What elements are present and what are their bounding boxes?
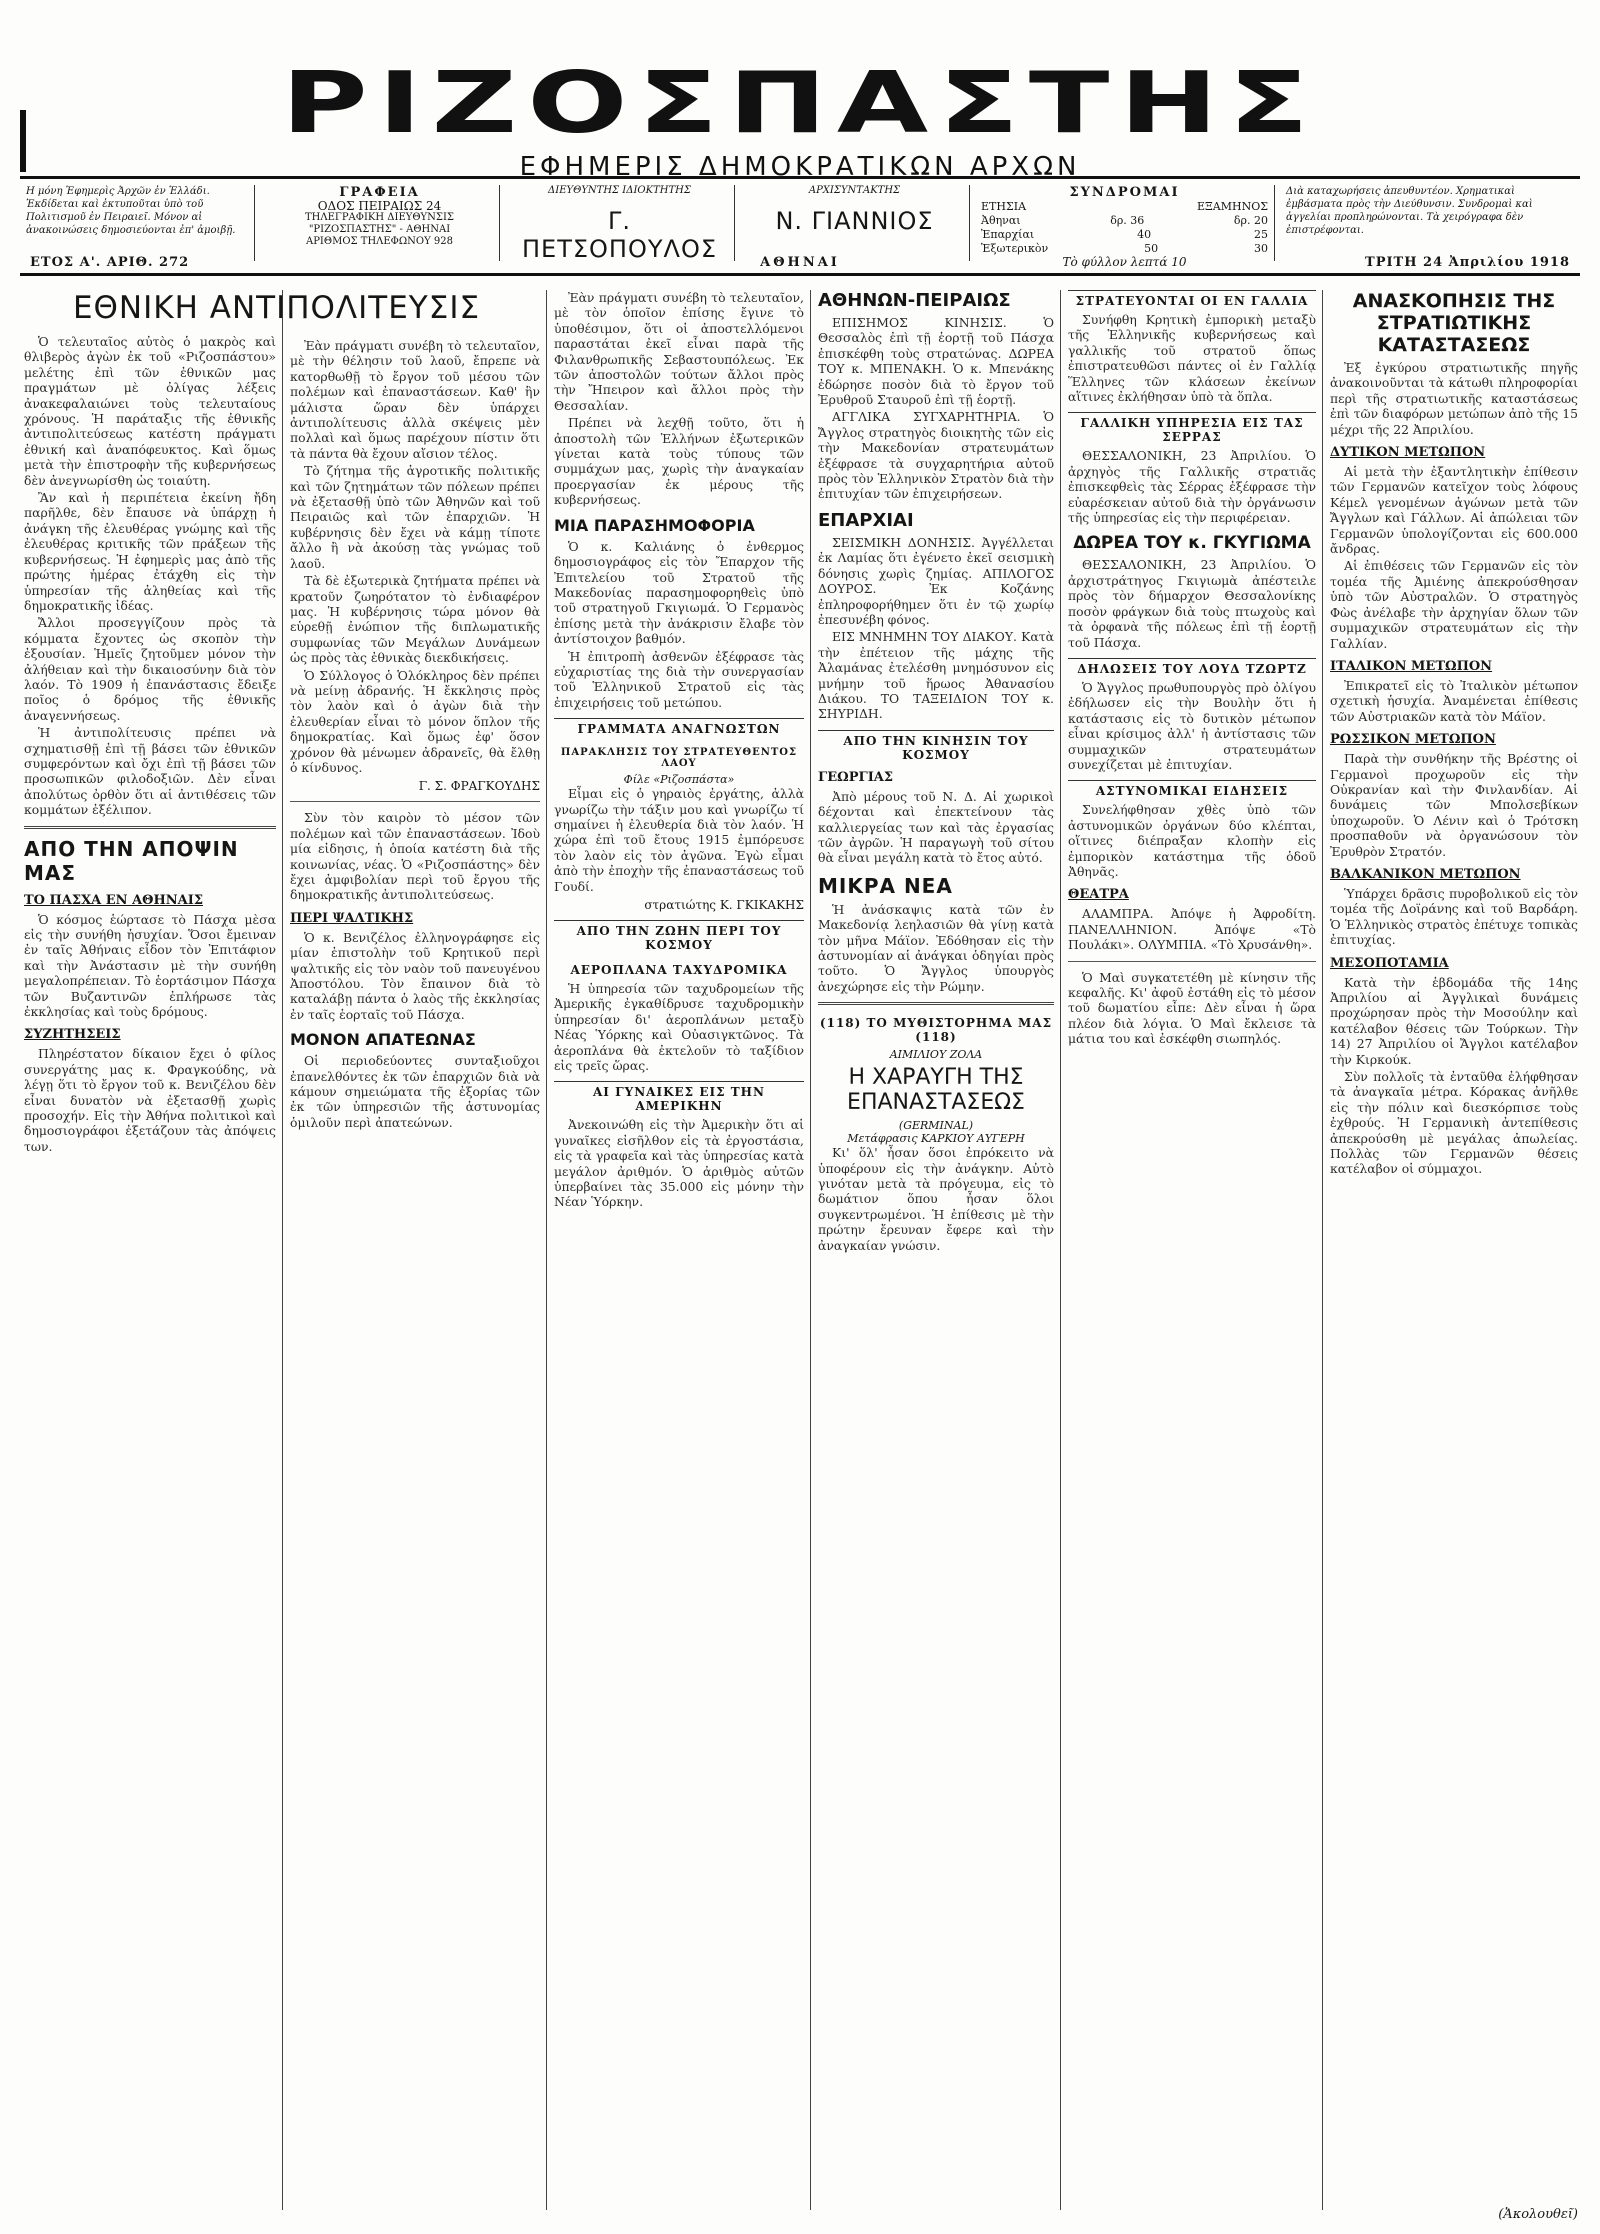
column-2: [290, 338, 540, 2215]
subs-row: Ἐπαρχίαι 40 25: [981, 228, 1268, 241]
band-right-note: Διὰ καταχωρήσεις ἀπευθυντέον. Χρηματικαὶ ἐμβάσματα πρὸς τὴν Διεύθυνσιν. Συνδρομαὶ καὶ ἀγγελίαι προπληρώνονται. Τὰ χειρόγραφα δὲν ἐπιστρέφονται.: [1286, 186, 1533, 236]
article-body: Ὁ κόσμος ἑώρτασε τὸ Πάσχα μὲσα εἰς τὴν συνήθη ἡσυχίαν. Ὅσοι ἔμειναν ἐν ταῖς Ἀθήναις εἶδον τὸν Ἐπιτάφιον καὶ τὴν Ἀνάστασιν μὲ τὴν συνήθη μεγαλοπρέπειαν. Τὸ ἑορτάσιμον Πάσχα τῶν Βυζαντινῶν ἐπλήρωσε τὰς ἐκκλησίας καὶ τοὺς δρόμους.: [24, 911, 276, 1020]
column-6: [1330, 290, 1578, 2215]
section-heading: ΔΗΛΩΣΕΙΣ ΤΟΥ ΛΟΥΔ ΤΖΩΡΤΖ: [1068, 658, 1316, 676]
article-body: Συνελήφθησαν χθὲς ὑπὸ τῶν ἀστυνομικῶν ὀργάνων δύο κλέπται, οἵτινες διέπραξαν κλοπὴν εἰς ἐμπορικὸν κατάστημα τῆς ὁδοῦ Ἀθηνᾶς.: [1068, 802, 1316, 879]
article-body: ΘΕΣΣΑΛΟΝΙΚΗ, 23 Ἀπριλίου. Ὁ ἀρχηγὸς τῆς Γαλλικῆς στρατιᾶς ἐπισκεφθεὶς τὰς Σέρρας ἐξέφρασε τὴν εὐαρέσκειαν αὐτοῦ διὰ τὴν ὀργάνωσιν τῆς ὑπηρεσίας εἰς τὴν περιφέρειαν.: [1068, 448, 1316, 526]
article-body: Ἐὰν πράγματι συνέβη τὸ τελευταῖον, μὲ τὴν θέλησιν τοῦ λαοῦ, ἔπρεπε νὰ κατορθωθῇ τὸ ἔργον τοῦ μέσου τῶν πολέμων καὶ ἐπαναστάσεων. Καθ' ἣν μάλιστα ὥραν δὲν ὑπάρχει ἀντιπολίτευσις ἀλλὰ σκέψεις μὲν πολλαὶ καὶ ὅμως παρέχουν πίστιν ὅτι τὰ πάντα θὰ ἔχουν αἴσιον τέλος. Τὸ ζήτημα τῆς ἀγροτικῆς πολιτικῆς καὶ τῶν ζητημάτων τῶν πόλεων πρέπει νὰ ἐξετασθῇ ὑπὸ τῶν Ἀθηνῶν καὶ τοῦ Πειραιῶς καὶ τῶν ἐπαρχιῶν. Ἡ κυβέρνησις δὲν ἔχει νὰ κάμῃ τίποτε ἄλλο ἢ νὰ ἀκούσῃ τὰς γνώμας τοῦ λαοῦ. Τὰ δὲ ἐξωτερικὰ ζητήματα πρέπει νὰ κρατοῦν ζωηρότατον τὸ ἐνδιαφέρον μας. Ἡ κυβέρνησις τώρα μόνον θὰ εὑρεθῇ ἐνώπιον τῆς διπλωματικῆς συμφωνίας τῶν Μεγάλων Δυνάμεων ὡς πρὸς τὰς ἐθνικὰς διεκδικήσεις. Ὁ Σύλλογος ὁ Ὁλόκληρος δὲν πρέπει νὰ μείνῃ ἀδρανής. Ἡ ἔκκλησις πρὸς τὸν λαὸν καὶ ὁ ἀγὼν διὰ τὴν ἐλευθερίαν εἶναι τὸ μόνον ὅπλον τῆς δημοκρατίας. Καὶ ὅμως ἐφ' ὅσον χρόνον θὰ μένωμεν ἀδρανεῖς, θὰ ἔλθῃ ὁ κίνδυνος.: [290, 338, 540, 775]
article-body: Σὺν τὸν καιρὸν τὸ μέσον τῶν πολέμων καὶ τῶν ἐπαναστάσεων. Ἰδοὺ μία εἰδησις, ἡ ὁποία κατέστη διὰ τῆς κοινωνίας, νέας. Ὁ «Ριζοσπάστης» δὲν ἔχει ἀμφιβολίαν περὶ τοῦ ἔργου τῆς δημοκρατικῆς ἀντιπολιτεύσεως.: [290, 810, 540, 903]
serial-translator: Μετάφρασις ΚΑΡΚΙΟΥ ΑΥΓΕΡΗ: [847, 1132, 1025, 1146]
sub-heading: ΒΑΛΚΑΝΙΚΟΝ ΜΕΤΩΠΟΝ: [1330, 866, 1521, 882]
sub-heading: ΤΟ ΠΑΣΧΑ ΕΝ ΑΘΗΝΑΙΣ: [24, 892, 204, 908]
subs-row: Ἀθηναι δρ. 36 δρ. 20: [981, 214, 1268, 227]
section-heading: ΜΙΚΡΑ ΝΕΑ: [818, 873, 953, 898]
article-body: Ὁ κ. Καλιάνης ὁ ἐνθερμος δημοσιογράφος εἰς τὸν Ἔπαρχον τῆς Ἐπιτελείου τοῦ Στρατοῦ τῆς Μακεδονίας παρασημοφορηθεὶς ὑπὸ τοῦ στρατηγοῦ Γκιγιωμά. Ὁ Γερμανὸς ἐπίσης μετὰ τὴν ἀνάκρισιν ἔλαβε τὸν ἀντίστοιχον βαθμόν. Ἡ ἐπιτροπὴ ἀσθενῶν ἐξέφρασε τὰς εὐχαριστίας της διὰ τὴν συνεργασίαν τοῦ Ἑλληνικοῦ Στρατοῦ εἰς τὰς ἐπιχειρήσεις τοῦ μετώπου.: [554, 538, 804, 710]
article-body: Πληρέστατον δίκαιον ἔχει ὁ φίλος συνεργάτης μας κ. Φραγκούδης, νὰ λέγῃ ὅτι τὸ ἔργον τοῦ κ. Βενιζέλου δὲν εἶναι δυνατὸν νὰ ἐξετασθῇ χωρὶς προσοχήν. Εἰς τὴν Ἀθήνα πολιτικοὶ καὶ δημοσιογράφοι ἐξετάζουν τὰς ἀπόψεις των.: [24, 1046, 276, 1154]
author-signature: Γ. Σ. ΦΡΑΓΚΟΥΔΗΣ: [418, 779, 540, 794]
dateline: [20, 255, 1580, 271]
band-subscriptions: ΣΥΝΔΡΟΜΑΙ ΕΤΗΣΙΑ ΕΞΑΜΗΝΟΣ Ἀθηναι δρ. 36 δρ. 20 Ἐπαρχίαι 40 25 Ἐξωτερικὸν 50 30 Τὸ φύλλον λεπτά 10: [975, 185, 1275, 261]
sub-heading: ΓΕΩΡΓΙΑΣ: [818, 769, 894, 785]
issue-price: Τὸ φύλλον λεπτά 10: [1062, 255, 1187, 269]
sub-heading: ΡΩΣΣΙΚΟΝ ΜΕΤΩΠΟΝ: [1330, 732, 1496, 748]
column-3: [554, 290, 804, 2215]
section-heading: ΕΠΑΡΧΙΑΙ: [818, 509, 914, 531]
section-heading: ΑΘΗΝΩΝ-ΠΕΙΡΑΙΩΣ: [818, 290, 1011, 311]
article-body: Κι' ὅλ' ἦσαν ὅσοι ἐπρόκειτο νὰ ὑποφέρουν εἰς τὴν ἀνάγκην. Αὐτὸ γινόταν μετὰ τὰ πρόγευμα, εἰς τὸ δωμάτιον ὅπου ἦσαν ὅλοι συγκεντρωμένοι. Ἡ ἐπίθεσις μὲ τὴν πρώτην ἔρευναν ἔφερε καὶ τὴν ἀναγκαίαν γνώσιν.: [818, 1145, 1054, 1253]
article-body: Ὁ Μαὶ συγκατετέθη μὲ κίνησιν τῆς κεφαλῆς. Κι' ἀφοῦ ἐστάθη εἰς τὸ μέσον τοῦ δωματίου εἶπε: Δὲν εἶναι ἡ ὥρα πλέον διὰ λόγια. Ὁ Μαὶ ἔκλεισε τὰ μάτια του καὶ ἐσκέφθη σιωπηλός.: [1068, 969, 1316, 1047]
article-body: Κατὰ τὴν ἑβδομάδα τῆς 14ης Ἀπριλίου αἱ Ἀγγλικαὶ δυνάμεις προχώρησαν πρὸς τὴν Μοσούλην καὶ κατέλαβον θέσεις τῶν Τούρκων. Τὴν 14) 27 Ἀπριλίου οἱ Ἄγγλοι κατέλαβον τὴν Κιρκούκ. Σὺν πολλοῖς τὰ ἐνταῦθα ἐλήφθησαν τὰ ἀναγκαῖα μέτρα. Κόρακας ἀνῆλθε εἰς τὴν πόλιν καὶ διεσκόρπισε τοὺς ἐχθρούς. Ἡ Γερμανικὴ ἀντεπίθεσις ἀπεκρούσθη μὲ μεγάλας ἀπωλείας. Πολλὰς τῶν Γερμανῶν θέσεις κατέλαβον οἱ σύμμαχοι.: [1330, 974, 1578, 1177]
lead-headline: ΕΘΝΙΚΗ ΑΝΤΙΠΟΛΙΤΕΥΣΙΣ: [72, 290, 481, 326]
band-editor: ΑΡΧΙΣΥΝΤΑΚΤΗΣ Ν. ΓΙΑΝΝΙΟΣ: [740, 185, 970, 261]
sub-heading: ΑΕΡΟΠΛΑΝΑ ΤΑΧΥΔΡΟΜΙΚΑ: [570, 963, 788, 977]
city: ΑΘΗΝΑΙ: [760, 255, 840, 270]
info-band: [20, 176, 1580, 276]
article-body: Ἡ ὑπηρεσία τῶν ταχυδρομείων τῆς Ἀμερικῆς ἐγκαθίδρυσε ταχυδρομικὴν ὑπηρεσίαν δι' ἀεροπλάνων μεταξὺ Νέας Ὑόρκης καὶ Οὐασιγκτῶνος. Τὰ ἀεροπλάνα θὰ ἐκτελοῦν τὸ ταξίδιον εἰς τρεῖς ὥρας.: [554, 981, 804, 1074]
section-heading: ΜΙΑ ΠΑΡΑΣΗΜΟΦΟΡΙΑ: [554, 515, 755, 535]
serial-title: Η ΧΑΡΑΥΓΗ ΤΗΣ ΕΠΑΝΑΣΤΑΣΕΩΣ: [847, 1065, 1025, 1116]
sub-heading: ΠΕΡΙ ΨΑΛΤΙΚΗΣ: [290, 910, 414, 926]
serial-author: ΑΙΜΙΛΙΟΥ ΖΟΛΑ: [889, 1048, 983, 1062]
serial-heading: (118) ΤΟ ΜΥΘΙΣΤΟΡΗΜΑ ΜΑΣ (118): [819, 1016, 1053, 1045]
article-body: Οἱ περιοδεύοντες συνταξιοῦχοι ἐπανελθόντες ἐκ τῶν ἐπαρχιῶν διὰ νὰ κάμουν σημειώματα τῆς ἐξορίας τῶν ἐκ τῶν ὑπηρεσιῶν τῆς ἀστυνομίας ὁμιλοῦν περὶ ἀπατεώνων.: [290, 1053, 540, 1130]
band-offices: ΓΡΑΦΕΙΑ ΟΔΟΣ ΠΕΙΡΑΙΩΣ 24 ΤΗΛΕΓΡΑΦΙΚΗ ΔΙΕΥΘΥΝΣΙΣ "ΡΙΖΟΣΠΑΣΤΗΣ" - ΑΘΗΝΑΙ ΑΡΙΘΜΟΣ ΤΗΛΕΦΩΝΟΥ 928: [260, 185, 500, 261]
column-rule: [282, 290, 283, 2210]
article-body: Αἱ μετὰ τὴν ἐξαντλητικὴν ἐπίθεσιν τῶν Γερμανῶν κατεῖχον τοὺς λόφους Κέμελ γενομένων ἀγώνων μετὰ τῶν Ἄγγλων καὶ Γάλλων. Αἱ ἀπώλειαι τῶν Γερμανῶν ὑπολογίζονται εἰς 600.000 ἄνδρας. Αἱ ἐπιθέσεις τῶν Γερμανῶν εἰς τὸν τομέα τῆς Ἀμιένης ἀπεκρούσθησαν ὑπὸ τῶν Αὐστραλῶν. Ὁ στρατηγὸς Φὼς ἀνέλαβε τὴν ἀρχηγίαν ὅλων τῶν συμμαχικῶν στρατευμάτων εἰς τὴν Γαλλίαν.: [1330, 464, 1578, 651]
column-4: [818, 290, 1054, 2215]
section-heading: ΣΤΡΑΤΕΥΟΝΤΑΙ ΟΙ ΕΝ ΓΑΛΛΙΑ: [1068, 290, 1316, 308]
section-heading: ΓΡΑΜΜΑΤΑ ΑΝΑΓΝΩΣΤΩΝ: [554, 718, 804, 736]
continued-note: (Ἀκολουθεῖ): [1498, 2207, 1578, 2222]
article-body: Ἡ ἀνάσκαψις κατὰ τῶν ἐν Μακεδονίᾳ λεηλασιῶν θὰ γίνῃ κατὰ τὸν μῆνα Μάϊον. Ἐδόθησαν εἰς τὴν ἀστυνομίαν αἱ ἀνάγκαι ὁδηγίαι πρὸς τοῦτο. Ὁ Ἄγγλος ὑπουργὸς ἀνεχώρησε εἰς τὴν Ρώμην.: [818, 901, 1054, 994]
section-heading: ΑΠΟ ΤΗΝ ΑΠΟΨΙΝ ΜΑΣ: [24, 836, 239, 885]
newspaper-subtitle: ΕΦΗΜΕΡΙΣ ΔΗΜΟΚΡΑΤΙΚΩΝ ΑΡΧΩΝ: [519, 152, 1081, 182]
issue-date: ΤΡΙΤΗ 24 Ἀπριλίου 1918: [1365, 255, 1570, 270]
article-body: Ἀνεκοινώθη εἰς τὴν Ἀμερικὴν ὅτι αἱ γυναῖκες εἰσῆλθον εἰς τὰ ἐργοστάσια, εἰς τὰ γραφεῖα καὶ τὰς ὑπηρεσίας κατὰ μεγάλον ἀριθμόν. Ὁ ἀριθμὸς αὐτῶν ὑπερβαίνει τὰς 35.000 εἰς μόνην τὴν Νέαν Ὑόρκην.: [554, 1117, 804, 1210]
article-body: ΑΛΑΜΠΡΑ. Ἀπόψε ἡ Ἀφροδίτη. ΠΑΝΕΛΛΗΝΙΟΝ. Ἀπόψε «Τὸ Πουλάκι». ΟΛΥΜΠΙΑ. «Τὸ Χρυσάνθη».: [1068, 906, 1316, 953]
section-heading: ΑΝΑΣΚΟΠΗΣΙΣ ΤΗΣ ΣΤΡΑΤΙΩΤΙΚΗΣ ΚΑΤΑΣΤΑΣΕΩΣ: [1352, 290, 1556, 356]
article-body: Ἐπικρατεῖ εἰς τὸ Ἰταλικὸν μέτωπον σχετικὴ ἡσυχία. Ἀναμένεται ἐπίθεσις τῶν Αὐστριακῶν κατὰ τὸν Μάϊον.: [1330, 677, 1578, 724]
sub-heading: ΜΟΝΟΝ ΑΠΑΤΕΩΝΑΣ: [290, 1030, 476, 1050]
article-body: ΕΠΙΣΗΜΟΣ ΚΙΝΗΣΙΣ. Ὁ Θεσσαλὸς ἐπὶ τῇ ἑορτῇ τοῦ Πάσχα ἐπισκέφθη τοὺς στρατώνας. ΔΩΡΕΑ ΤΟΥ κ. ΜΠΕΝΑΚΗ. Ὁ κ. Μπενάκης ἐδώρησε ποσὸν διὰ τὸ ἔργον τοῦ Ἐρυθροῦ Σταυροῦ ἐπὶ τῇ ἑορτῇ. ΑΓΓΛΙΚΑ ΣΥΓΧΑΡΗΤΗΡΙΑ. Ὁ Ἄγγλος στρατηγὸς διοικητὴς τῶν εἰς τὴν Μακεδονίαν στρατευμάτων ἐξέφρασε τὰ συγχαρητήρια αὐτοῦ πρὸς τὸν Ἑλληνικὸν Στρατὸν διὰ τὴν ἐπιτυχίαν τῶν ἐπιχειρήσεων.: [818, 315, 1054, 502]
section-heading: ΑΣΤΥΝΟΜΙΚΑΙ ΕΙΔΗΣΕΙΣ: [1068, 780, 1316, 798]
newspaper-title: ΡΙΖΟΣΠΑΣΤΗΣ: [281, 52, 1319, 153]
author-signature: στρατιώτης Κ. ΓΚΙΚΑΚΗΣ: [644, 898, 804, 912]
sub-heading: ΙΤΑΛΙΚΟΝ ΜΕΤΩΠΟΝ: [1330, 658, 1493, 674]
article-body: Ὁ τελευταῖος αὐτὸς ὁ μακρὸς καὶ θλιβερὸς ἀγὼν ἐκ τοῦ «Ριζοσπάστου» μελέτης ἐπὶ τῶν ἐθνικῶν μας πραγμάτων μὲ ὀλίγας λέξεις ἀνακεφαλαιώνει τοὺς τελευταίους χρόνους. Ἡ παράταξις τῆς ἐθνικῆς ἀντιπολιτεύσεως κατέστη πράγματι ἐθνική καὶ ἀναπόφευκτος. Καὶ ὅμως μετὰ τὴν ἐπιστροφὴν τῆς κυβερνήσεως δὲν ἀνεγνωρίσθη ὡς τοιαύτη. Ἂν καὶ ἡ περιπέτεια ἐκείνη ἤδη παρῆλθε, δὲν ἔπαυσε νὰ ὑπάρχῃ ἡ ἀνάγκη τῆς ἐλευθέρας γνώμης καὶ τῆς ἐλευθέρας κριτικῆς τῶν πράξεων τῆς κυβερνήσεως. Ἡ ἐφημερὶς μας ἀπὸ τῆς πρώτης ἡμέρας ἐτάχθη εἰς τὴν ὑπηρεσίαν τῆς ἀληθείας καὶ τῆς δημοκρατικῆς ἰδέας. Ἄλλοι προσεγγίζουν πρὸς τὰ κόμματα ἔχοντες ὡς σκοπὸν τὴν ἐξουσίαν. Ἡμεῖς ζητοῦμεν μόνον τὴν ἀλήθειαν καὶ τὴν δικαιοσύνην διὰ τὸν λαόν. Τὸ 1909 ἡ ἐπανάστασις ἔδειξε ποῖος ὁ δρόμος τῆς ἐθνικῆς ἀναγεννήσεως. Ἡ ἀντιπολίτευσις πρέπει νὰ σχηματισθῇ ἐπὶ τῇ βάσει τῶν ἐθνικῶν συμφερόντων καὶ ὄχι ἐπὶ τῇ βάσει τῶν προσωπικῶν φιλοδοξιῶν. Δὲν εἶναι ἀπολύτως ὀρθὸν ὅτι αἱ ἀντιθέσεις τῶν κομμάτων ἐξέλιπον.: [24, 334, 276, 818]
article-body: Ἀπὸ μέρους τοῦ Ν. Δ. Αἱ χωρικοὶ δέχονται καὶ ἐπεκτείνουν τὰς καλλιεργείας των καὶ τὰς ἐργασίας τῶν ἀγρῶν. Ἡ παραγωγὴ τοῦ σίτου θὰ εἶναι μεγάλη κατὰ τὸ ἔτος αὐτό.: [818, 788, 1054, 866]
column-rule: [546, 290, 547, 2210]
section-heading: ΘΕΑΤΡΑ: [1068, 887, 1129, 903]
editor-name: Ν. ΓΙΑΝΝΙΟΣ: [775, 207, 934, 235]
letter-salutation: Φίλε «Ριζοσπάστα»: [623, 773, 735, 787]
article-body: Ἐξ ἐγκύρου στρατιωτικῆς πηγῆς ἀνακοινοῦνται τὰ κάτωθι πληροφορίαι περὶ τῆς στρατιωτικῆς καταστάσεως ἐπὶ τῶν διαφόρων μετώπων ἀπὸ τῆς 15 μέχρι τῆς 22 Ἀπριλίου.: [1330, 360, 1578, 437]
article-body: Ὑπάρχει δρᾶσις πυροβολικοῦ εἰς τὸν τομέα τῆς Δοϊράνης καὶ τοῦ Βαρδάρη. Ὁ Ἑλληνικὸς στρατὸς ἐπέτυχε τοπικὰς ἐπιτυχίας.: [1330, 885, 1578, 948]
column-5: [1068, 290, 1316, 2215]
section-heading: ΑΠΟ ΤΗΝ ΖΩΗΝ ΠΕΡΙ ΤΟΥ ΚΟΣΜΟΥ: [554, 920, 804, 952]
section-heading: ΔΩΡΕΑ ΤΟΥ κ. ΓΚΥΓΙΩΜΑ: [1073, 533, 1311, 554]
sub-heading: ΠΑΡΑΚΛΗΣΙΣ ΤΟΥ ΣΤΡΑΤΕΥΘΕΝΤΟΣ ΛΑΟΥ: [560, 747, 798, 770]
article-body: Συνήφθη Κρητικὴ ἐμπορικὴ μεταξὺ τῆς Ἑλληνικῆς κυβερνήσεως καὶ γαλλικῆς τοῦ στρατοῦ ὅπως ἐπιστρατευθῶσι πάντες οἱ ἐν Γαλλίᾳ Ἕλληνες τῶν κλάσεων ἐκείνων αἵτινες ἐκλήθησαν ὑπὸ τὰ ὅπλα.: [1068, 312, 1316, 405]
article-body: Ὁ κ. Βενιζέλος ἐλληνογράφησε εἰς μίαν ἐπιστολὴν τοῦ Κρητικοῦ περὶ ψαλτικῆς εἰς τὸν ναὸν τοῦ πανευγένου Ἀποστόλου. Τὸν ἔπαινον διὰ τὸ καταλάβῃ πάντα ὁ λαὸς τῆς ἐκκλησίας ἐν ταῖς ἑορταῖς τοῦ Πάσχα.: [290, 929, 540, 1022]
article-body: Ὁ Ἄγγλος πρωθυπουργὸς πρὸ ὀλίγου ἐδήλωσεν εἰς τὴν Βουλὴν ὅτι ἡ κατάστασις εἰς τὸ δυτικὸν μέτωπον εἶναι κρίσιμος ἀλλ' ἡ ἀντίστασις τῶν συμμαχικῶν στρατευμάτων συνεχίζεται μὲ ἐπιτυχίαν.: [1068, 679, 1316, 772]
masthead: [20, 52, 1580, 182]
sub-heading: ΣΥΖΗΤΗΣΕΙΣ: [24, 1027, 121, 1043]
sub-heading: ΜΕΣΟΠΟΤΑΜΙΑ: [1330, 955, 1449, 971]
subs-row: Ἐξωτερικὸν 50 30: [981, 242, 1268, 255]
article-body: Ἐὰν πράγματι συνέβη τὸ τελευταῖον, μὲ τὸν ὁποῖον ἐπίσης ἔγινε τὸ ὑποθέσιμον, ὅτι οἱ ἀποστελλόμενοι παραστάται ἐκεῖ εἶναι παρὰ τῆς Φιλανθρωπικῆς Σεβαστουπόλεως. Ἐκ τῶν ἀποστολῶν τούτων ἄλλοι πρὸς τὴν Ἤπειρον καὶ ἄλλοι πρὸς τὴν Θεσσαλίαν. Πρέπει νὰ λεχθῇ τοῦτο, ὅτι ἡ ἀποστολὴ τῶν Ἑλλήνων ἐξωτερικῶν γίνεται κατὰ τοὺς τύπους τῶν συμμάχων μας, χωρὶς τὴν ἀναγκαίαν προεργασίαν ἐκ μέρους τῆς κυβερνήσεως.: [554, 290, 804, 508]
serial-original-title: (GERMINAL): [898, 1119, 974, 1133]
section-heading: ΑΙ ΓΥΝΑΙΚΕΣ ΕΙΣ ΤΗΝ ΑΜΕΡΙΚΗΝ: [554, 1081, 804, 1113]
section-heading: ΑΠΟ ΤΗΝ ΚΙΝΗΣΙΝ ΤΟΥ ΚΟΣΜΟΥ: [818, 730, 1054, 762]
article-body: ΘΕΣΣΑΛΟΝΙΚΗ, 23 Ἀπριλίου. Ὁ ἀρχιστράτηγος Γκιγιωμὰ ἀπέστειλε πρὸς τὸν δήμαρχον Θεσσαλονίκης ποσὸν φράγκων διὰ τοὺς πτωχοὺς καὶ τὰ ὀρφανὰ τῆς πόλεως ἐπὶ τῇ ἑορτῇ τοῦ Πάσχα.: [1068, 557, 1316, 650]
article-body: ΣΕΙΣΜΙΚΗ ΔΟΝΗΣΙΣ. Ἀγγέλλεται ἐκ Λαμίας ὅτι ἐγένετο ἐκεῖ σεισμικὴ δόνησις χωρὶς ζημίας. ΑΠΙΛΟΓΟΣ ΔΟΥΡΟΣ. Ἐκ Κοζάνης ἐπληροφορήθημεν ὅτι ἐν τῷ χωρίῳ ἐπεσυνέβη φόνος. ΕΙΣ ΜΝΗΜΗΝ ΤΟΥ ΔΙΑΚΟΥ. Κατὰ τὴν ἐπέτειον τῆς μάχης τῆς Ἀλαμάνας ἐτελέσθη μνημόσυνον εἰς μνήμην τοῦ ἥρωος Ἀθανασίου Διάκου. ΤΟ ΤΑΞΕΙΔΙΟΝ ΤΟΥ κ. ΣΗΥΡΙΔΗ.: [818, 534, 1054, 722]
column-rule: [1322, 290, 1323, 2210]
director-name: Γ. ΠΕΤΣΟΠΟΥΛΟΣ: [522, 207, 717, 263]
sub-heading: ΔΥΤΙΚΟΝ ΜΕΤΩΠΟΝ: [1330, 445, 1486, 461]
column-rule: [810, 290, 811, 2210]
issue-number: ΕΤΟΣ Α'. ΑΡΙΘ. 272: [30, 255, 190, 270]
band-left-note: Η μόνη Ἐφημερὶς Ἀρχῶν ἐν Ἑλλάδι. Ἐκδίδεται καὶ ἐκτυποῦται ὑπὸ τοῦ Πολιτισμοῦ ἐν Πειραιεῖ. Μόνον αἱ ἀνακοινώσεις δημοσιεύονται ἐπ' ἀμοιβῇ.: [20, 185, 255, 261]
column-rule: [1060, 290, 1061, 2210]
section-heading: ΓΑΛΛΙΚΗ ΥΠΗΡΕΣΙΑ ΕΙΣ ΤΑΣ ΣΕΡΡΑΣ: [1068, 412, 1316, 444]
article-body: Παρὰ τὴν συνθήκην τῆς Βρέστης οἱ Γερμανοὶ προχωροῦν εἰς τὴν Οὐκρανίαν καὶ τὴν Φινλανδίαν. Αἱ δυνάμεις τῶν Μπολσεβίκων ὑποχωροῦν. Ὁ Λένιν καὶ ὁ Τρότσκη προσπαθοῦν νὰ ὀργανώσουν τὸν Ἐρυθρὸν Στρατόν.: [1330, 751, 1578, 859]
band-director: ΔΙΕΥΘΥΝΤΗΣ ΙΔΙΟΚΤΗΤΗΣ Γ. ΠΕΤΣΟΠΟΥΛΟΣ: [505, 185, 735, 261]
article-body: Εἶμαι εἰς ὁ γηραιὸς ἐργάτης, ἀλλὰ γνωρίζω τὴν τάξιν μου καὶ γνωρίζω τί σημαίνει ἡ ἐλευθερία διὰ τὸν λαόν. Ἡ χώρα ἐπὶ τοῦ ἔτους 1915 ἐμπόρευσε τὸν λαὸν εἰς τὸν ἀγῶνα. Ἐγὼ εἶμαι ἀπὸ τὴν ἐποχὴν τῆς ἐπαναστάσεως τοῦ Γουδί.: [554, 786, 804, 894]
